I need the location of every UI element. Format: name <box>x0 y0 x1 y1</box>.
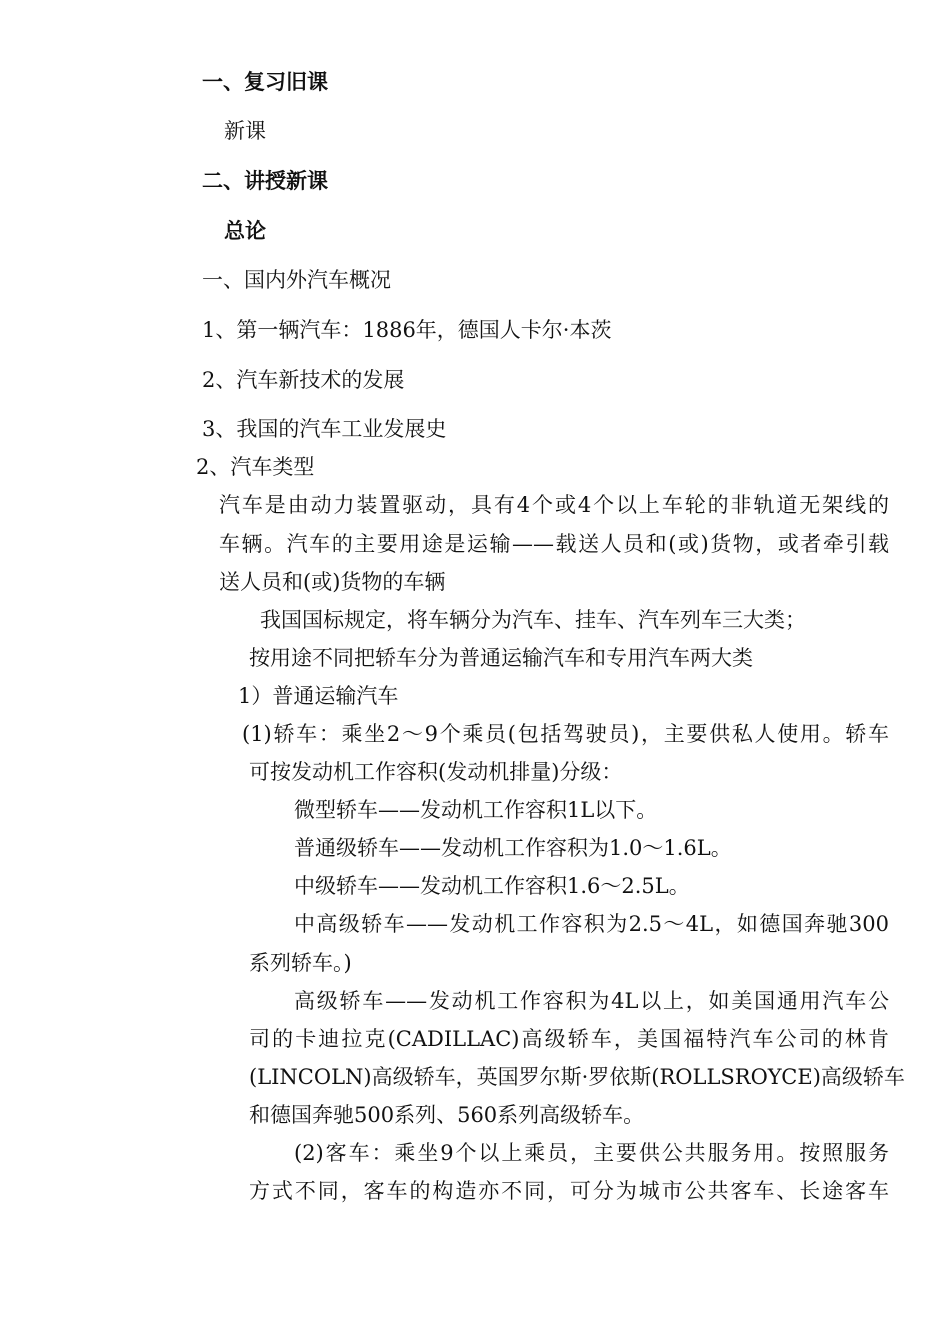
sedan-paragraph-line: (1)轿车：乘坐2～9个乘员(包括驾驶员)，主要供私人使用。轿车 <box>242 722 889 746</box>
section-types-heading: 2、汽车类型 <box>196 455 315 479</box>
sedan-class-micro: 微型轿车——发动机工作容积1L以下。 <box>294 798 658 822</box>
heading-teach-new-lesson: 二、讲授新课 <box>202 168 328 193</box>
sedan-class-upper-mid-line: 中高级轿车——发动机工作容积为2.5～4L，如德国奔驰300 <box>294 912 889 936</box>
sedan-class-luxury-line: (LINCOLN)高级轿车，英国罗尔斯·罗依斯(ROLLSROYCE)高级轿车 <box>249 1065 905 1089</box>
national-standard-paragraph: 我国国标规定，将车辆分为汽车、挂车、汽车列车三大类； <box>260 608 806 632</box>
section-overview-heading: 一、国内外汽车概况 <box>202 268 391 292</box>
definition-line: 送人员和(或)货物的车辆 <box>219 570 446 594</box>
sedan-class-luxury-line: 和德国奔驰500系列、560系列高级轿车。 <box>249 1103 645 1127</box>
bus-paragraph-line: 方式不同，客车的构造亦不同，可分为城市公共客车、长途客车 <box>249 1179 889 1203</box>
sedan-class-luxury-line: 司的卡迪拉克(CADILLAC)高级轿车，美国福特汽车公司的林肯 <box>249 1027 889 1051</box>
list-item: 1、第一辆汽车：1886年，德国人卡尔·本茨 <box>202 318 612 342</box>
list-item: 2、汽车新技术的发展 <box>202 368 405 392</box>
general-theory-heading: 总论 <box>224 218 266 243</box>
list-item: 3、我国的汽车工业发展史 <box>202 417 447 441</box>
sedan-class-luxury-line: 高级轿车——发动机工作容积为4L以上，如美国通用汽车公 <box>294 989 889 1013</box>
bus-paragraph-line: (2)客车：乘坐9个以上乘员，主要供公共服务用。按照服务 <box>294 1141 889 1165</box>
definition-line: 汽车是由动力装置驱动，具有4个或4个以上车轮的非轨道无架线的 <box>219 493 889 517</box>
subsection-ordinary-transport: 1）普通运输汽车 <box>238 684 399 708</box>
sedan-class-mid: 中级轿车——发动机工作容积1.6～2.5L。 <box>294 874 690 898</box>
new-lesson-label: 新课 <box>224 119 266 143</box>
sedan-class-standard: 普通级轿车——发动机工作容积为1.0～1.6L。 <box>294 836 732 860</box>
sedan-paragraph-line: 可按发动机工作容积(发动机排量)分级： <box>249 760 623 784</box>
heading-review-old-lesson: 一、复习旧课 <box>202 69 328 94</box>
sedan-class-upper-mid-line: 系列轿车。) <box>249 951 352 975</box>
by-purpose-paragraph: 按用途不同把轿车分为普通运输汽车和专用汽车两大类 <box>249 646 753 670</box>
definition-line: 车辆。汽车的主要用途是运输——载送人员和(或)货物，或者牵引载 <box>219 532 889 556</box>
